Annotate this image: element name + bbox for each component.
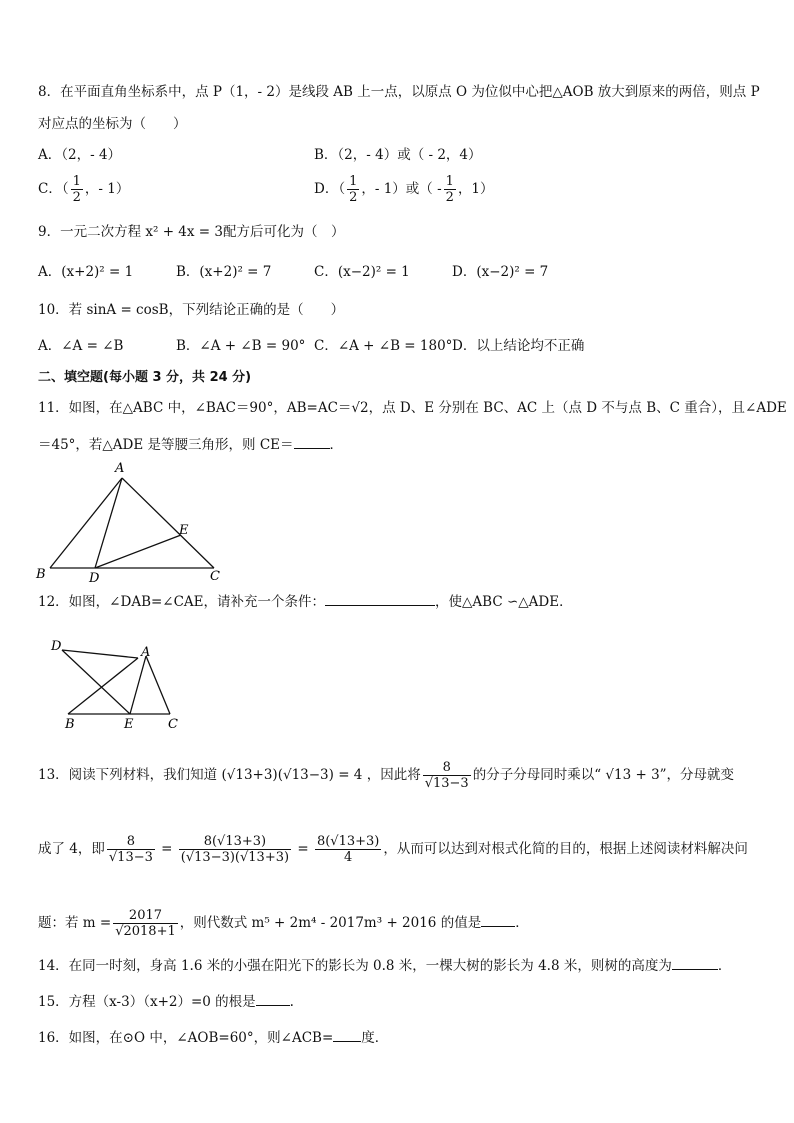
q10-option-c: C．∠A + ∠B = 180° <box>314 338 453 354</box>
q15-period: . <box>289 994 294 1010</box>
label-b: B <box>65 717 75 732</box>
q11-stem-line1: 11．如图，在△ABC 中，∠BAC＝90°，AB=AC＝√2，点 D、E 分别在 BC、AC 上（点 D 不与点 B、C 重合），且∠ADE <box>38 400 787 416</box>
q9-stem: 9．一元二次方程 x² + 4x = 3配方后可化为（ ） <box>38 224 345 240</box>
q13-text-expression: ，则代数式 m⁵ + 2m⁴ - 2017m³ + 2016 的值是 <box>179 915 482 931</box>
segment-ac <box>122 478 214 568</box>
fraction-denominator: √2018+1 <box>115 924 176 939</box>
q12-stem-end: ，使△ABC ∽△ADE． <box>435 594 573 610</box>
q8-option-b: B．（2，- 4）或（ - 2，4） <box>314 147 482 163</box>
fraction-numerator: 8 <box>442 760 451 775</box>
answer-blank[interactable] <box>325 593 435 606</box>
label-d: D <box>89 571 100 586</box>
fraction-denominator: √13−3 <box>108 850 153 865</box>
fraction-denominator: (√13−3)(√13+3) <box>180 850 290 865</box>
fraction-numerator: 2017 <box>128 908 163 923</box>
fraction-numerator: 8(√13+3) <box>203 834 267 849</box>
answer-blank[interactable] <box>333 1029 361 1042</box>
fraction-numerator: 8 <box>126 834 136 849</box>
q16-degree-suffix: 度． <box>361 1030 389 1046</box>
q13-text-therefore: ，因此将 <box>366 767 421 783</box>
q12-stem <box>38 592 573 612</box>
q8-stem-line1: 8．在平面直角坐标系中，点 P（1，- 2）是线段 AB 上一点，以原点 O 为位似中心把△AOB 放大到原来的两倍，则点 P <box>38 84 760 100</box>
q14-text: 14．在同一时刻，身高 1.6 米的小强在阳光下的影长为 0.8 米，一棵大树的影长为 4.8 米，则树的高度为 <box>38 958 672 974</box>
q11-triangle-figure <box>30 458 230 586</box>
answer-blank[interactable] <box>256 993 290 1006</box>
q8-option-d-suffix: ，1） <box>457 181 494 197</box>
q9-option-b: B．(x+2)² = 7 <box>176 264 272 280</box>
label-e: E <box>179 523 189 538</box>
q11-period: ． <box>329 437 344 453</box>
label-e: E <box>124 717 134 732</box>
q16-text: 16．如图，在⊙O 中，∠AOB=60°，则∠ACB= <box>38 1030 334 1046</box>
label-a: A <box>115 461 125 476</box>
fraction-one-half <box>347 174 359 205</box>
q11-stem-line2 <box>38 435 343 455</box>
fraction-numerator: 1 <box>349 174 358 189</box>
q10-stem: 10．若 sinA = cosB，下列结论正确的是（ ） <box>38 302 345 318</box>
q8-option-c <box>38 174 129 205</box>
q13-text-conclusion: ，从而可以达到对根式化简的目的，根据上述阅读材料解决问 <box>383 841 748 857</box>
q8-option-d-prefix: D．（ <box>314 181 346 197</box>
segment-de <box>62 650 130 714</box>
fraction-8-over-root13-minus-3 <box>107 834 155 865</box>
label-a: A <box>141 645 151 660</box>
q8-option-a: A．（2，- 4） <box>38 147 122 163</box>
fraction-rationalized-result <box>315 834 381 865</box>
q13-product-expression: (√13+3)(√13−3) = 4 <box>221 767 363 783</box>
segment-da <box>62 650 138 658</box>
fraction-numerator: 1 <box>72 174 81 189</box>
q13-text-multiply: 的分子分母同时乘以“ √13 + 3”，分母就变 <box>472 767 735 783</box>
q13-text-if-m: 题：若 m = <box>38 915 112 931</box>
q14-period: ． <box>717 958 732 974</box>
q12-figure <box>44 634 194 734</box>
q15-text: 15．方程（x-3）（x+2）=0 的根是 <box>38 994 256 1010</box>
q8-option-d <box>314 174 494 205</box>
fraction-denominator: 4 <box>315 849 381 865</box>
fraction-one-half <box>444 174 456 205</box>
q9-option-c: C．(x−2)² = 1 <box>314 264 410 280</box>
q10-option-a: A．∠A = ∠B <box>38 338 124 354</box>
fraction-m-value <box>113 908 178 939</box>
fraction-denominator: √13−3 <box>424 776 469 791</box>
q10-option-d: D．以上结论均不正确 <box>452 338 585 354</box>
answer-blank[interactable] <box>672 957 718 970</box>
segment-ab <box>50 478 122 568</box>
q14-stem <box>38 956 731 976</box>
answer-blank[interactable] <box>481 914 515 927</box>
fraction-numerator: 8(√13+3) <box>316 834 380 849</box>
q12-stem-text: 12．如图，∠DAB=∠CAE，请补充一个条件： <box>38 594 326 610</box>
q16-stem <box>38 1028 388 1048</box>
q11-stem-text: ＝45°，若△ADE 是等腰三角形，则 CE＝ <box>38 437 294 453</box>
q13-period: ． <box>515 915 529 931</box>
fraction-denominator: 2 <box>349 190 358 205</box>
fraction-denominator: 2 <box>72 190 81 205</box>
q8-option-c-suffix: ，- 1） <box>84 181 130 197</box>
segment-de <box>95 535 181 568</box>
fraction-denominator: 2 <box>445 190 454 205</box>
section-heading-fill-in: 二、填空题(每小题 3 分，共 24 分) <box>38 370 252 385</box>
q13-intro-text: 13．阅读下列材料，我们知道 <box>38 767 218 783</box>
fraction-8-over-root13-minus-3 <box>423 760 471 791</box>
fraction-rationalized-step <box>179 834 291 865</box>
label-b: B <box>36 567 46 582</box>
q8-option-c-prefix: C．（ <box>38 181 69 197</box>
label-d: D <box>51 639 62 654</box>
q8-option-d-middle: ，- 1）或（ - <box>361 181 442 197</box>
label-c: C <box>168 717 178 732</box>
q13-line3 <box>38 908 529 939</box>
q9-option-d: D．(x−2)² = 7 <box>452 264 549 280</box>
fraction-one-half <box>71 174 83 205</box>
label-c: C <box>210 569 220 584</box>
fraction-numerator: 1 <box>445 174 454 189</box>
q13-line1 <box>38 760 734 791</box>
segment-ac <box>146 656 170 714</box>
q13-line2: 成了 4，即 $\frac{8}{√13-3}$ = $\frac{8(√13+3)}{(√13-3)(√13+3)}$ = $\frac{8(√13+3)}{4}$ ，从而可以达到对根式化简的目的，根据上述阅读材料解决问 <box>38 834 748 865</box>
q10-option-b: B．∠A + ∠B = 90° <box>176 338 306 354</box>
segment-ea <box>130 656 146 714</box>
segment-ad <box>95 478 122 568</box>
q8-stem-line2: 对应点的坐标为（ ） <box>38 116 187 132</box>
q9-option-a: A．(x+2)² = 1 <box>38 264 134 280</box>
answer-blank[interactable] <box>294 436 330 449</box>
q15-stem <box>38 992 294 1012</box>
q13-text-becomes: 成了 4，即 <box>38 841 105 857</box>
